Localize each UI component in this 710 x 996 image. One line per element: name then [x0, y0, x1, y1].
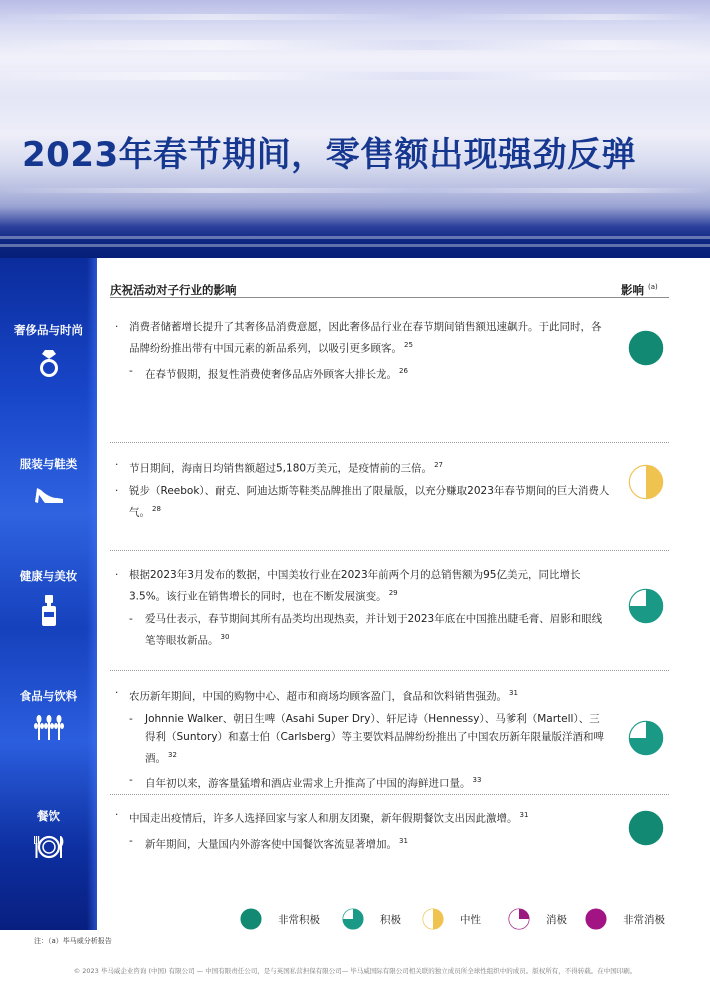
- legend-negative: [508, 906, 567, 932]
- category-luxury: [0, 322, 97, 378]
- footnote-ref: 27: [434, 461, 443, 469]
- category-apparel: [0, 456, 97, 506]
- impact-harvey-ball: [628, 330, 664, 366]
- legend-very-positive-icon: [240, 908, 270, 930]
- header-banner: [0, 0, 710, 258]
- section-divider: [110, 794, 669, 795]
- list-item: - 爱马仕表示，春节期间其所有品类均出现热卖，并计划于2023年底在中国推出睫毛膏、眉影和眼线笔等眼妆新品。 $^{30}$: [129, 612, 603, 646]
- section-divider: [110, 550, 669, 551]
- footnote-ref: 29: [388, 589, 398, 597]
- impact-indicator: [628, 720, 664, 756]
- footnote-ref: 28: [152, 504, 161, 513]
- impact-harvey-ball: [628, 588, 664, 624]
- legend-harvey-ball-fill: [241, 909, 261, 929]
- legend-positive: [342, 906, 401, 932]
- footnote-ref: 26: [399, 366, 408, 375]
- legend-very-negative-icon: [585, 908, 615, 930]
- impact-indicator: [628, 810, 664, 846]
- page-title: 2023年春节期间，零售额出现强劲反弹: [22, 135, 637, 175]
- footnote-ref: 31: [509, 689, 518, 697]
- plate-cutlery-icon: [31, 834, 67, 860]
- legend-label: 消极: [546, 913, 567, 926]
- list-item: - 在春节假期，报复性消费使奢侈品店外顾客大排长龙。 $^{26}$: [129, 364, 408, 380]
- section-divider: [110, 442, 669, 443]
- legend-very-positive: [240, 906, 320, 932]
- legend-harvey-ball: [508, 908, 530, 930]
- legend-harvey-ball: [240, 908, 262, 930]
- impact-harvey-ball: [628, 464, 664, 500]
- section-beauty: [115, 566, 610, 649]
- footnote-ref: 32: [168, 750, 177, 759]
- footnote-ref: 33: [472, 776, 482, 784]
- list-item: - 新年期间，大量国内外游客使中国餐饮客流显著增加。 $^{31}$: [129, 834, 408, 850]
- legend-label: 非常消极: [623, 913, 665, 926]
- impact-harvey-ball-fill: [629, 331, 662, 364]
- category-label: 服装与鞋类: [19, 457, 78, 471]
- impact-indicator: [628, 588, 664, 624]
- section-food: [115, 684, 610, 793]
- list-item: · 中国走出疫情后，许多人选择回家与家人和朋友团聚，新年假期餐饮支出因此激增。 $^{31}$: [115, 809, 529, 825]
- legend-neutral-icon: [422, 908, 452, 930]
- cloud-streak: [0, 40, 710, 50]
- footnote-ref: 30: [220, 632, 230, 641]
- list-item: · 锐步（Reebok）、耐克、阿迪达斯等鞋类品牌推出了限量版，以充分赚取2023年春节期间的巨大消费人气。 $^{28}$: [115, 484, 610, 518]
- copyright-footer: © 2023 毕马威企业咨询 (中国) 有限公司 — 中国有限责任公司，是与英国私营担保有限公司— 毕马威国际有限公司相关联的独立成员所全球性组织中的成员。版权所有，不得转载。在中国印刷。: [73, 967, 637, 975]
- category-food: [0, 688, 97, 740]
- category-beauty: [0, 568, 97, 628]
- source-note: 注：（a）毕马威分析报告: [34, 937, 112, 945]
- impact-header-note: (a): [648, 283, 658, 292]
- footnote-ref: 31: [519, 811, 529, 819]
- impact-harvey-ball-fill: [629, 811, 662, 844]
- list-item: · 节日期间，海南日均销售额超过5,180万美元，是疫情前的三倍。 $^{27}$: [115, 459, 443, 475]
- category-dining: [0, 808, 97, 860]
- section-divider: [110, 670, 669, 671]
- footnote-ref: 31: [399, 836, 408, 845]
- legend-label: 中性: [460, 913, 481, 926]
- water-wave: [0, 244, 710, 247]
- cloud-streak: [0, 14, 710, 20]
- legend-label: 非常积极: [278, 913, 320, 926]
- list-item: - 自年初以来，游客量猛增和酒店业需求上升推高了中国的海鲜进口量。 $^{33}$: [129, 774, 482, 790]
- list-item: · 农历新年期间，中国的购物中心、超市和商场均顾客盈门，食品和饮料销售强劲。 $^{31}$: [115, 687, 518, 703]
- category-label: 食品与饮料: [19, 689, 78, 703]
- perfume-bottle-icon: [39, 594, 59, 628]
- footnote-ref: 25: [404, 341, 413, 349]
- list-item: · 消费者储蓄增长提升了其奢侈品消费意愿，因此奢侈品行业在春节期间销售额迅速飙升。于此同时，各品牌纷纷推出带有中国元素的新品系列，以吸引更多顾客。 $^{25}$: [115, 321, 602, 355]
- list-item: · 根据2023年3月发布的数据，中国美妆行业在2023年前两个月的总销售额为95亿美元，同比增长3.5%。该行业在销售增长的同时，也在不断发展演变。 $^{29}$: [115, 569, 581, 603]
- legend-positive-icon: [342, 908, 372, 930]
- category-label: 餐饮: [37, 809, 60, 823]
- legend-neutral: [422, 906, 481, 932]
- effect-column-header: 庆祝活动对子行业的影响: [110, 283, 237, 297]
- section-dining: [115, 806, 610, 853]
- list-item: - Johnnie Walker、朝日生啤（Asahi Super Dry）、轩尼诗（Hennessy）、马爹利（Martell）、三得利（Suntory）和嘉士伯（Carlsberg）等主要饮料品牌纷纷推出了中国农历新年限量版洋酒和啤酒。 $^{32}$: [129, 712, 604, 764]
- legend-very-negative: [585, 906, 665, 932]
- impact-header-label: 影响: [621, 283, 644, 297]
- legend-harvey-ball-fill: [586, 909, 606, 929]
- ring-icon: [38, 348, 60, 378]
- legend-negative-icon: [508, 908, 538, 930]
- water-wave: [0, 236, 710, 239]
- impact-indicator: [628, 330, 664, 366]
- impact-harvey-ball: [628, 810, 664, 846]
- legend-label: 积极: [380, 913, 401, 926]
- cloud-streak: [0, 188, 710, 193]
- wheat-icon: [33, 714, 65, 740]
- legend-harvey-ball: [422, 908, 444, 930]
- high-heel-icon: [33, 482, 65, 506]
- legend-harvey-ball: [585, 908, 607, 930]
- category-label: 奢侈品与时尚: [14, 323, 83, 337]
- impact-column-header: [621, 282, 658, 298]
- impact-indicator: [628, 464, 664, 500]
- legend-harvey-ball-fill: [519, 909, 529, 919]
- section-apparel: [115, 456, 610, 521]
- impact-harvey-ball: [628, 720, 664, 756]
- cloud-streak: [0, 72, 710, 80]
- category-label: 健康与美妆: [19, 569, 78, 583]
- legend-harvey-ball: [342, 908, 364, 930]
- section-luxury: [115, 318, 610, 383]
- header-divider: [110, 297, 669, 298]
